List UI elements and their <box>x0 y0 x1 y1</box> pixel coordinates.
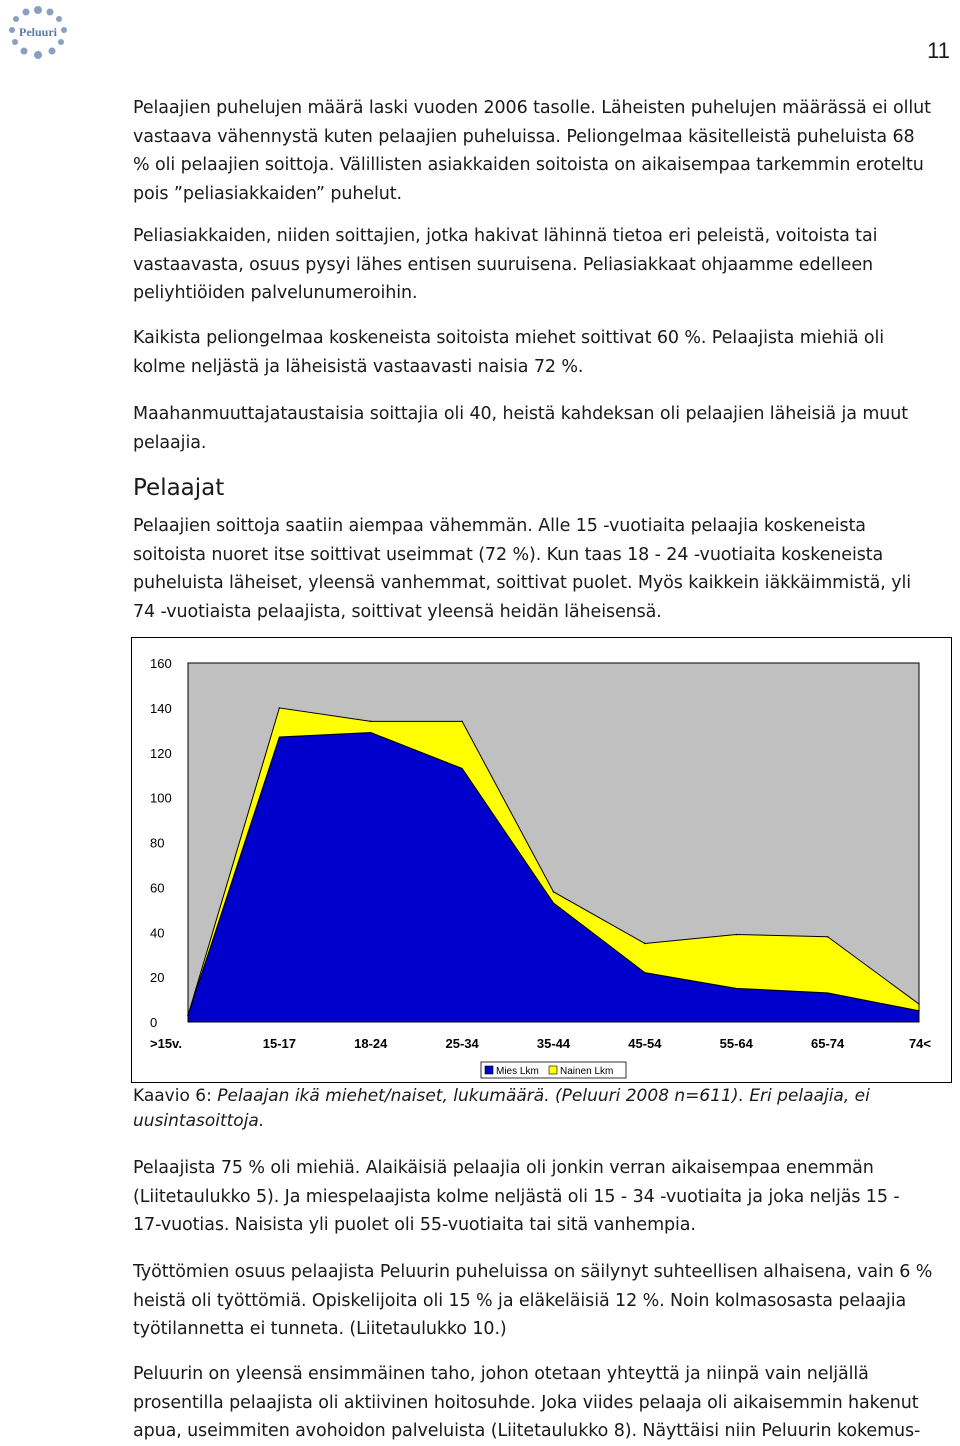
y-tick-label: 0 <box>150 1015 158 1030</box>
data-point-s2-2 <box>279 707 281 709</box>
logo-text: Peluuri <box>19 25 57 39</box>
peluuri-logo <box>4 4 72 60</box>
legend-label-1: Mies Lkm <box>496 1066 539 1077</box>
chart-caption <box>133 1084 933 1134</box>
y-tick-label: 120 <box>150 745 172 761</box>
y-tick-label: 140 <box>150 700 172 716</box>
section-paragraph: Pelaajien soittoja saatiin aiempaa vähemmän. Alle 15 -vuotiaita pelaajia koskeneista soitoista nuoret itse soittivat useimmat (72 %). Kun taas 18 - 24 -vuotiaita koskeneista puheluista läheiset, yleensä vanhemmat, soittivat puolet. Myös kaikkein iäkkäimmistä, yli 74 -vuotiaista pelaajista, soittivat yleensä heidän läheisensä. <box>133 516 911 622</box>
paragraph-3: Kaikista peliongelmaa koskeneista soitoista miehet soittivat 60 %. Pelaajista miehiä oli kolme neljästä ja läheisistä vastaavasti naisia 72 %. <box>133 328 885 377</box>
x-tick-label: 35-44 <box>536 1036 571 1051</box>
y-tick-label: 160 <box>150 656 172 671</box>
x-tick-label: 55-64 <box>719 1036 753 1051</box>
data-point-s2-4 <box>461 721 463 723</box>
legend-swatch-2 <box>549 1066 557 1074</box>
x-tick-label: 25-34 <box>445 1036 479 1051</box>
paragraph-2: Peliasiakkaiden, niiden soittajien, jotka hakivat lähinnä tietoa eri peleistä, voitoista tai vastaavasta, osuus pysyi lähes entisen suuruisena. Peliasiakkaat ohjaamme edelleen peliyhtiöiden palvelunumeroihin. <box>133 226 878 303</box>
y-tick-label: 60 <box>150 880 165 896</box>
y-tick-label: 80 <box>150 835 165 851</box>
x-tick-label: 45-54 <box>628 1036 662 1051</box>
data-point-s2-7 <box>735 934 737 936</box>
data-point-s2-8 <box>827 936 829 938</box>
x-tick-label: >15v. <box>150 1036 182 1051</box>
after-paragraph-2: Työttömien osuus pelaajista Peluurin puheluissa on säilynyt suhteellisen alhaisena, vain 6 % heistä oli työttömiä. Opiskelijoita oli 15 % ja eläkeläisiä 12 %. Noin kolmasosasta pelaajia työtilannetta ei tunneta. (Liitetaulukko 10.) <box>133 1262 933 1339</box>
x-tick-label: 65-74 <box>811 1036 845 1051</box>
data-point-s2-9 <box>918 1003 920 1005</box>
x-tick-label: 18-24 <box>354 1036 388 1051</box>
legend-label-2: Nainen Lkm <box>560 1066 614 1077</box>
data-point-s2-6 <box>644 943 646 945</box>
after-paragraph-3: Peluurin on yleensä ensimmäinen taho, johon otetaan yhteyttä ja niinpä vain neljällä prosentilla pelaajista oli aktiivinen hoitosuhde. Joka viides pelaaja oli aikaisemmin hakenut apua, useimmiten avohoidon palveluista (Liitetaulukko 8). Näyttäisi niin Peluurin kokemus- <box>133 1364 921 1441</box>
x-tick-label: 74< <box>908 1036 931 1051</box>
paragraph-4: Maahanmuuttajataustaisia soittajia oli 40, heistä kahdeksan oli pelaajien läheisiä ja muut pelaajia. <box>133 404 909 453</box>
data-point-s2-3 <box>370 721 372 723</box>
caption-text: Pelaajan ikä miehet/naiset, lukumäärä. (Peluuri 2008 n=611). Eri pelaajia, ei uusintasoittoja. <box>133 1086 870 1131</box>
page-number: 11 <box>927 38 950 63</box>
data-point-s2-5 <box>553 891 555 893</box>
age-gender-chart <box>131 637 952 1083</box>
caption-label: Kaavio 6: <box>133 1086 212 1106</box>
data-point-s2-1 <box>187 1014 189 1016</box>
x-tick-label: 15-17 <box>262 1036 296 1051</box>
chart-canvas <box>132 638 953 1084</box>
legend-swatch-1 <box>485 1066 493 1074</box>
y-tick-label: 100 <box>150 790 172 806</box>
section-heading: Pelaajat <box>133 475 225 501</box>
paragraph-1: Pelaajien puhelujen määrä laski vuoden 2006 tasolle. Läheisten puhelujen määrässä ei ollut vastaava vähennystä kuten pelaajien puheluissa. Peliongelmaa käsitelleistä puheluista 68 % oli pelaajien soittoja. Välillisten asiakkaiden soitoista on aikaisempaa tarkemmin eroteltu pois ”peliasiakkaiden” puhelut. <box>133 98 931 204</box>
after-paragraph-1: Pelaajista 75 % oli miehiä. Alaikäisiä pelaajia oli jonkin verran aikaisempaa enemmän (Liitetaulukko 5). Ja miespelaajista kolme neljästä oli 15 - 34 -vuotiaita ja joka neljäs 15 - 17-vuotias. Naisista yli puolet oli 55-vuotiaita tai sitä vanhempia. <box>133 1158 900 1235</box>
y-tick-label: 20 <box>150 970 165 986</box>
y-tick-label: 40 <box>150 925 165 941</box>
